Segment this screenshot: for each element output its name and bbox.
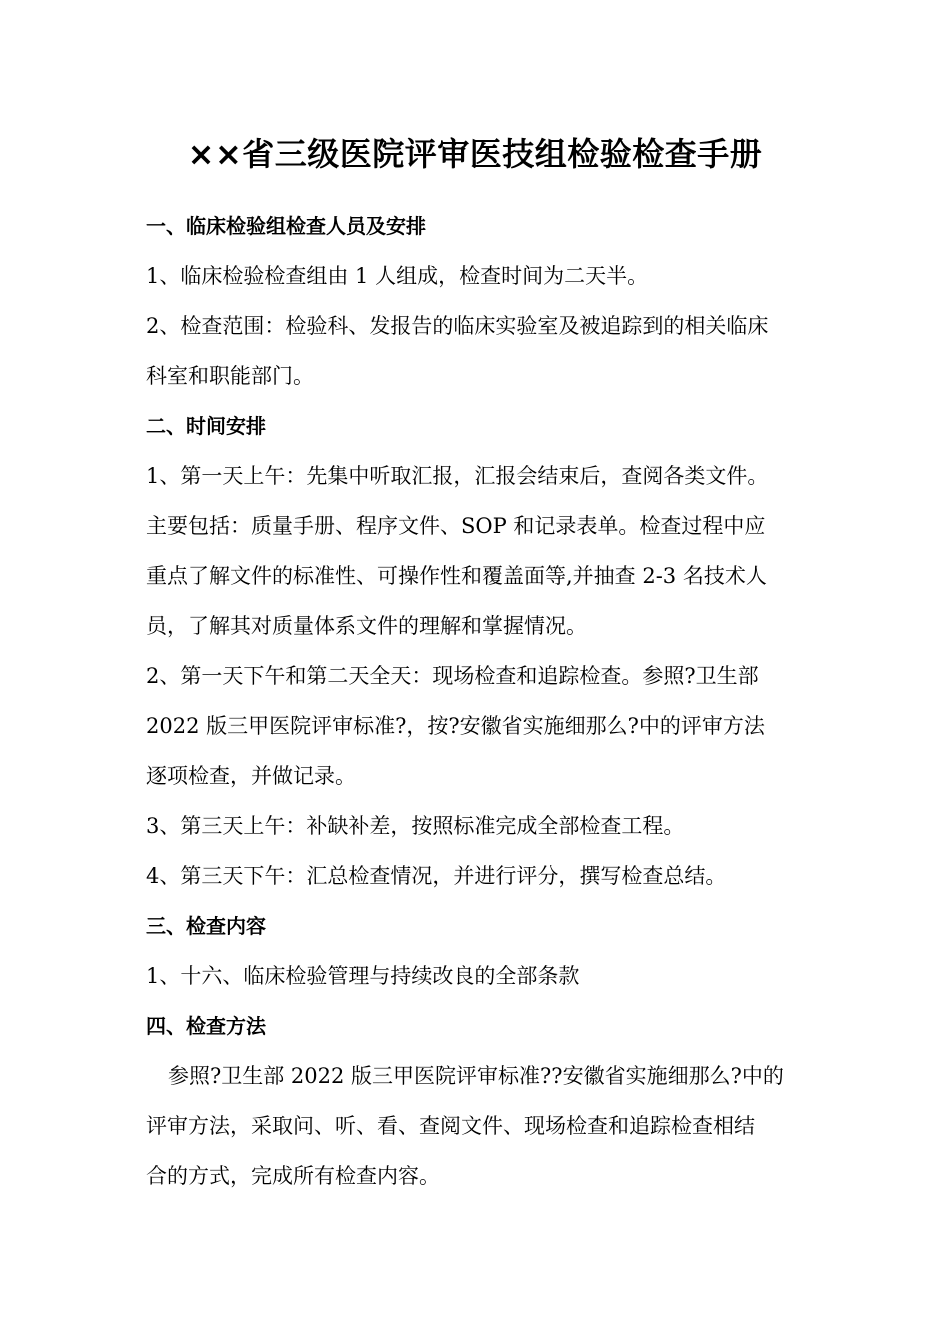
section-heading: 四、检查方法 <box>146 1014 266 1038</box>
paragraph-line: 员，了解其对质量体系文件的理解和掌握情况。 <box>146 614 587 638</box>
paragraph-line: 2、检查范围：检验科、发报告的临床实验室及被追踪到的相关临床 <box>146 314 769 338</box>
paragraph-line: 参照?卫生部 2022 版三甲医院评审标准??安徽省实施细那么?中的 <box>168 1064 784 1088</box>
paragraph-line: 逐项检查，并做记录。 <box>146 764 356 788</box>
section-heading: 三、检查内容 <box>146 914 266 938</box>
paragraph-line: 重点了解文件的标准性、可操作性和覆盖面等,并抽查 2-3 名技术人 <box>146 564 767 588</box>
paragraph-line: 2022 版三甲医院评审标准?，按?安徽省实施细那么?中的评审方法 <box>146 714 765 738</box>
paragraph-line: 4、第三天下午：汇总检查情况，并进行评分，撰写检查总结。 <box>146 864 727 888</box>
document-title: ××省三级医院评审医技组检验检查手册 <box>187 135 763 173</box>
paragraph-line: 科室和职能部门。 <box>146 364 314 388</box>
document-body <box>146 210 816 1210</box>
paragraph-line: 3、第三天上午：补缺补差，按照标准完成全部检查工程。 <box>146 814 685 838</box>
paragraph-line: 1、临床检验检查组由 1 人组成，检查时间为二天半。 <box>146 264 649 288</box>
section-heading: 一、临床检验组检查人员及安排 <box>146 214 426 238</box>
paragraph-line: 1、第一天上午：先集中听取汇报，汇报会结束后，查阅各类文件。 <box>146 464 769 488</box>
paragraph-line: 合的方式，完成所有检查内容。 <box>146 1164 440 1188</box>
paragraph-line: 主要包括：质量手册、程序文件、SOP 和记录表单。检查过程中应 <box>146 514 766 538</box>
paragraph-line: 1、十六、临床检验管理与持续改良的全部条款 <box>146 964 580 988</box>
paragraph-line: 评审方法，采取问、听、看、查阅文件、现场检查和追踪检查相结 <box>146 1114 755 1138</box>
section-heading: 二、时间安排 <box>146 414 266 438</box>
paragraph-line: 2、第一天下午和第二天全天：现场检查和追踪检查。参照?卫生部 <box>146 664 759 688</box>
